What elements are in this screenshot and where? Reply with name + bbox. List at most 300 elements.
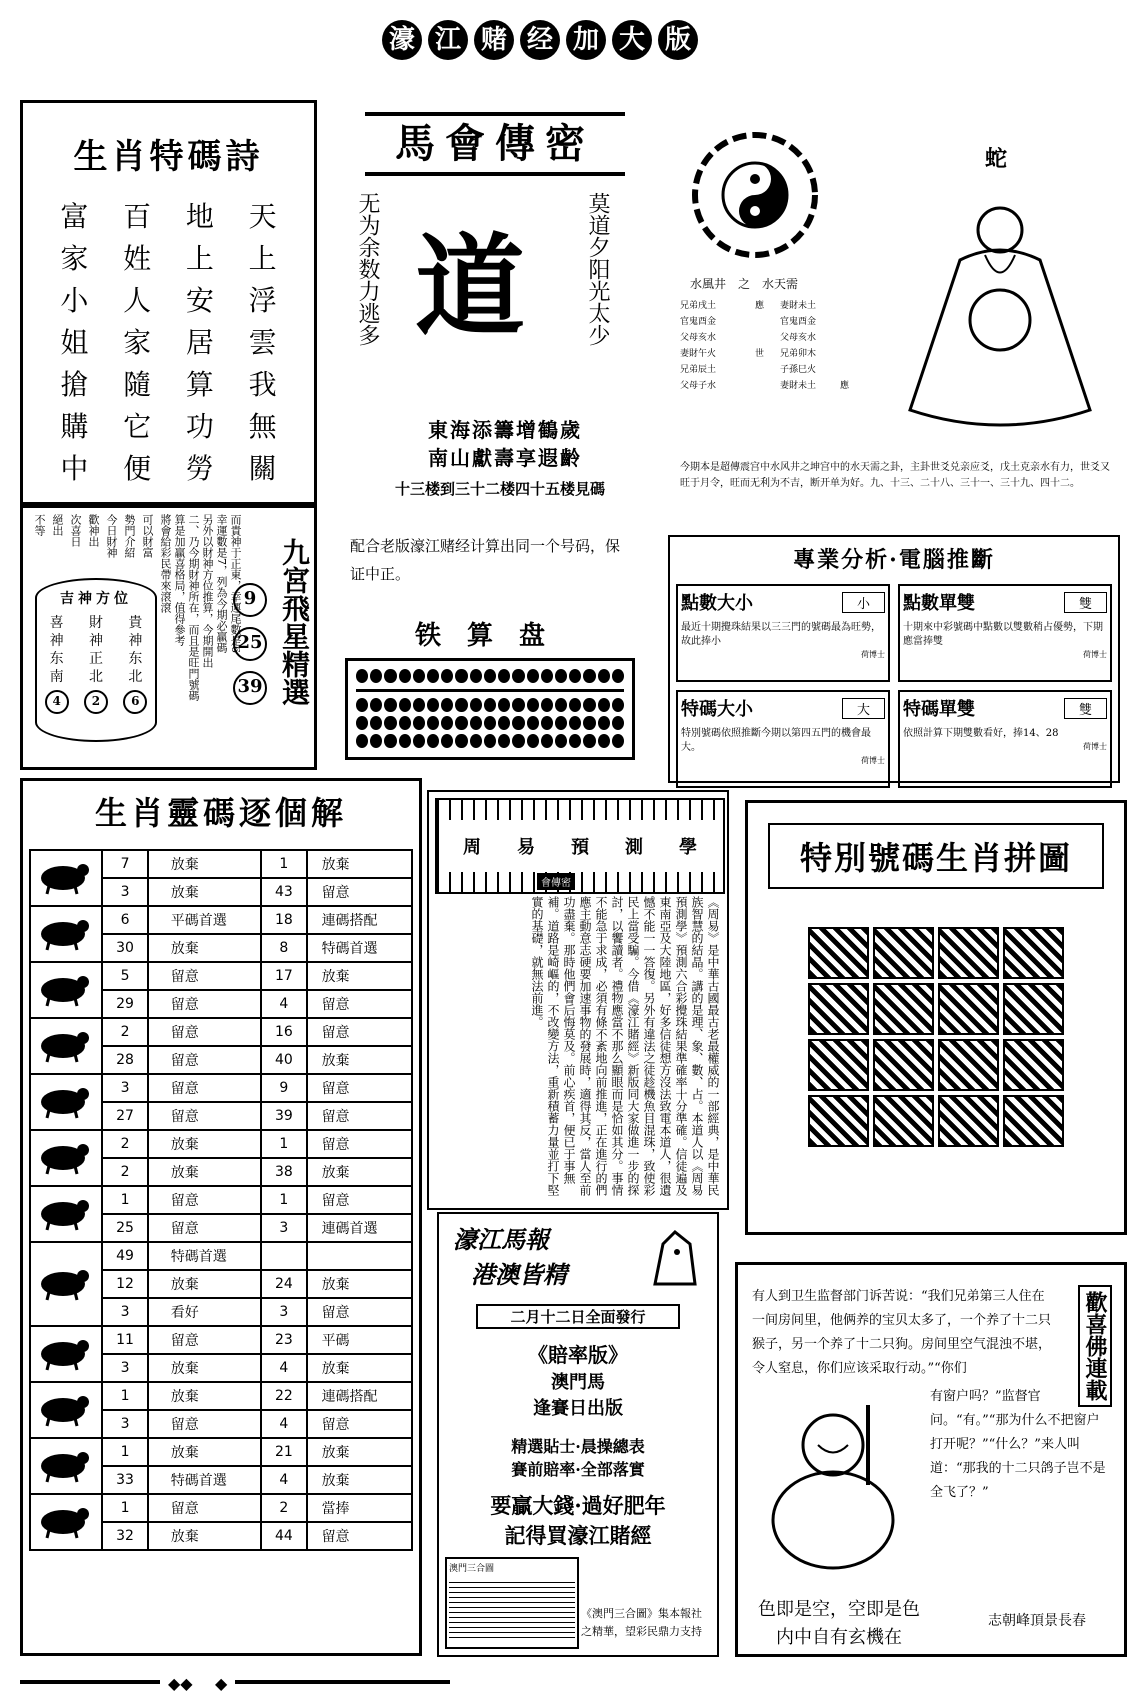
analysis-panel bbox=[668, 535, 1120, 783]
hexagram-mark: 世 bbox=[755, 349, 765, 359]
poem-char: 富 bbox=[60, 200, 89, 233]
ad-ed1: 《賠率版》 bbox=[528, 1343, 628, 1367]
hexagram-row: 妻財未土 bbox=[780, 301, 817, 311]
zodiac-number: 40 bbox=[261, 1046, 306, 1074]
ad-ed3: 逢賽日出版 bbox=[533, 1398, 623, 1419]
nine-mid-text: 二、乃今期財神所在，而且是旺門號碼 bbox=[187, 514, 200, 701]
zodiac-advice: 放棄 bbox=[148, 1522, 261, 1550]
zhouyi-title-char: 易 bbox=[517, 837, 535, 858]
zodiac-advice: 放棄 bbox=[148, 878, 261, 906]
zodiac-animal-icon bbox=[30, 1186, 102, 1242]
poem-title: 生肖特碼詩 bbox=[73, 137, 264, 177]
zodiac-animal-icon bbox=[30, 1130, 102, 1186]
zodiac-advice: 留意 bbox=[307, 1298, 412, 1326]
poem-char: 居 bbox=[185, 326, 214, 359]
header-char: 大 bbox=[612, 20, 652, 60]
zhouyi-text: 《周易》是中華古國最古老最權威的一部經典，是中華民族智慧的結晶。講的是理、象、數、占。本道人以《周易預測學》預測六合彩攪珠結果準確率十分準確。信徒遍及東南亞及大陸地區，好多信徒想方沒法致電本道人，很遺憾不能一一答復。另外有違法之徒趁機魚目混珠，致使彩民上當受騙。今借《濠江賭經》新版同大家做進一步的探討，以饗讀者。禮物應當不那么顯眼而是恰如其分。事情不能急于求成，必須有條不紊地向前推進，正在進行的們應主動意志硬要加速事物的發展時，適得其反，當人至前功盡棄。那時他們會后悔莫及。前心疾首，便已于事無補。道路是崎嶇的，不改變方法，重新積蓄力量並打下堅實的基礎，就無法前進。 bbox=[530, 896, 720, 1196]
zodiac-advice: 平碼首選 bbox=[148, 906, 261, 934]
poem-char: 關 bbox=[248, 452, 277, 485]
zodiac-number: 2 bbox=[261, 1494, 306, 1522]
zodiac-number: 17 bbox=[261, 962, 306, 990]
ad-title1: 濠江馬報 bbox=[453, 1225, 549, 1254]
zodiac-number: 23 bbox=[261, 1326, 306, 1354]
analysis-label: 特碼大小 bbox=[681, 699, 753, 720]
lucky-num: 2 bbox=[84, 690, 108, 714]
analysis-card bbox=[898, 584, 1112, 682]
zodiac-advice: 留意 bbox=[148, 990, 261, 1018]
header-char: 版 bbox=[658, 20, 698, 60]
zodiac-number: 3 bbox=[102, 878, 147, 906]
ad-big1: 要贏大錢·過好肥年 bbox=[490, 1493, 666, 1518]
zodiac-animal-icon bbox=[30, 1382, 102, 1438]
ad-thumb bbox=[445, 1557, 579, 1649]
story-text2: 有窗户吗？”监督官问。“有。”“那为什么不把窗户打开呢？”“什么？”来人叫道：“那我的十二只鸽子岂不是全飞了？” bbox=[930, 1389, 1106, 1500]
analysis-card bbox=[676, 690, 890, 788]
ad-l2: 賽前賠率·全部落實 bbox=[511, 1460, 645, 1479]
ad-foot: 《澳門三合圖》集本報社之精華，望彩民鼎力支持 bbox=[581, 1607, 702, 1638]
zodiac-advice: 留意 bbox=[307, 878, 412, 906]
zodiac-number: 3 bbox=[102, 1354, 147, 1382]
zodiac-advice: 留意 bbox=[148, 1494, 261, 1522]
poem-char: 百 bbox=[123, 200, 152, 233]
zodiac-panel bbox=[20, 778, 422, 1656]
analysis-sign: 荷博士 bbox=[1083, 742, 1107, 751]
zodiac-advice: 放棄 bbox=[148, 1382, 261, 1410]
zodiac-advice: 特碼首選 bbox=[307, 934, 412, 962]
zodiac-row bbox=[30, 906, 412, 934]
lucky-char: 正 bbox=[88, 651, 103, 667]
poem-char: 算 bbox=[185, 368, 214, 401]
story-sign: 志朝峰頂景長春 bbox=[988, 1613, 1086, 1629]
zodiac-number: 3 bbox=[261, 1214, 306, 1242]
zodiac-row bbox=[30, 1074, 412, 1102]
zhouyi-header bbox=[435, 798, 725, 894]
lucky-direction-box bbox=[35, 578, 157, 742]
analysis-sign: 荷博士 bbox=[861, 756, 885, 765]
zodiac-number: 29 bbox=[102, 990, 147, 1018]
zodiac-advice: 留意 bbox=[307, 1410, 412, 1438]
footer-rule: ◆◆ ◆ bbox=[20, 1678, 450, 1686]
poem-grid bbox=[43, 200, 294, 486]
zodiac-advice: 留意 bbox=[307, 1018, 412, 1046]
nine-num: 25 bbox=[233, 627, 267, 661]
bagua-icon bbox=[690, 130, 820, 260]
lucky-box-nums bbox=[37, 690, 155, 714]
analysis-text: 特別號碼依照推斷今期以第四五門的機會最大。 bbox=[681, 728, 871, 753]
poem-char: 功 bbox=[185, 410, 214, 443]
zodiac-number: 9 bbox=[261, 1074, 306, 1102]
zodiac-animal-icon bbox=[30, 1074, 102, 1130]
page-header bbox=[360, 20, 720, 68]
zodiac-number: 32 bbox=[102, 1522, 147, 1550]
zhouyi-title-char: 測 bbox=[625, 837, 643, 858]
hexagram-row: 官鬼酉金 bbox=[780, 317, 817, 327]
zodiac-number: 28 bbox=[102, 1046, 147, 1074]
header-char: 加 bbox=[566, 20, 606, 60]
poem-char: 天 bbox=[248, 200, 277, 233]
hexagram-row: 官鬼酉金 bbox=[680, 317, 717, 327]
zodiac-advice: 放棄 bbox=[148, 934, 261, 962]
horse-left-col: 无为余数力逃多 bbox=[355, 192, 380, 346]
nine-left-text: 不等 bbox=[33, 514, 46, 536]
laughing-buddha-icon bbox=[748, 1395, 918, 1575]
zodiac-animal-icon bbox=[30, 850, 102, 906]
poem-char: 中 bbox=[60, 452, 89, 485]
hexagram-row: 妻財午火 bbox=[680, 349, 717, 359]
zodiac-number: 49 bbox=[102, 1242, 147, 1270]
analysis-value: 雙 bbox=[1064, 698, 1107, 719]
lucky-num: 4 bbox=[45, 690, 69, 714]
zodiac-number: 3 bbox=[261, 1298, 306, 1326]
zodiac-number: 6 bbox=[102, 906, 147, 934]
poem-char: 無 bbox=[248, 410, 277, 443]
zodiac-number: 16 bbox=[261, 1018, 306, 1046]
hexagram-mark: 應 bbox=[755, 301, 765, 311]
zodiac-number: 12 bbox=[102, 1270, 147, 1298]
zodiac-animal-icon bbox=[30, 1242, 102, 1326]
story-side-title: 歡喜佛連載 bbox=[1078, 1285, 1112, 1407]
zhouyi-title-char: 預 bbox=[571, 837, 589, 858]
header-char: 赌 bbox=[474, 20, 514, 60]
zodiac-animal-icon bbox=[30, 1326, 102, 1382]
zodiac-number: 1 bbox=[102, 1494, 147, 1522]
zodiac-number bbox=[261, 1242, 306, 1270]
zodiac-number: 4 bbox=[261, 990, 306, 1018]
zodiac-row bbox=[30, 1382, 412, 1410]
horse-line2: 南山獻壽享遐齡 bbox=[428, 446, 582, 470]
nine-left-text: 勢門介紹 bbox=[123, 514, 136, 558]
nine-mid-text: 另外以財神方位推算，今期開出 bbox=[201, 514, 214, 668]
zodiac-number: 2 bbox=[102, 1018, 147, 1046]
zodiac-number: 4 bbox=[261, 1354, 306, 1382]
zodiac-advice: 留意 bbox=[307, 990, 412, 1018]
zodiac-advice: 連碼首選 bbox=[307, 1214, 412, 1242]
analysis-value: 雙 bbox=[1064, 592, 1107, 613]
snake-label: 蛇 bbox=[985, 146, 1008, 172]
poem-char: 上 bbox=[248, 242, 277, 275]
zodiac-table bbox=[29, 849, 413, 1551]
lucky-box-cols bbox=[37, 614, 155, 686]
zodiac-advice: 放棄 bbox=[307, 1270, 412, 1298]
zodiac-row bbox=[30, 1018, 412, 1046]
lucky-char: 財 bbox=[88, 615, 103, 631]
poem-char: 浮 bbox=[248, 284, 277, 317]
analysis-text: 最近十期攪珠結果以三三門的號碼最為旺勢，故此捧小 bbox=[681, 622, 881, 647]
zodiac-advice: 留意 bbox=[307, 1522, 412, 1550]
lucky-col bbox=[128, 614, 142, 686]
poem-char: 安 bbox=[185, 284, 214, 317]
abacus-beads-top bbox=[356, 669, 624, 683]
zodiac-row bbox=[30, 850, 412, 878]
zodiac-number: 1 bbox=[102, 1382, 147, 1410]
zodiac-advice: 留意 bbox=[307, 1130, 412, 1158]
nine-left-text: 今日財神 bbox=[105, 514, 118, 558]
horse-secret-panel bbox=[345, 112, 655, 522]
zodiac-advice: 留意 bbox=[148, 1326, 261, 1354]
poem-char: 姓 bbox=[123, 242, 152, 275]
hexagram-mark: 應 bbox=[840, 381, 850, 391]
poem-char: 上 bbox=[185, 242, 214, 275]
abacus-beads-bottom bbox=[356, 698, 624, 748]
zodiac-number: 33 bbox=[102, 1466, 147, 1494]
zodiac-number: 44 bbox=[261, 1522, 306, 1550]
analysis-card bbox=[898, 690, 1112, 788]
bagua-panel bbox=[680, 120, 1130, 530]
zodiac-advice: 留意 bbox=[307, 1102, 412, 1130]
horse-line3: 十三楼到三十二楼四十五楼見碼 bbox=[394, 480, 605, 498]
lucky-num: 6 bbox=[123, 690, 147, 714]
lucky-box-title: 吉神方位 bbox=[60, 591, 132, 607]
poem-char: 購 bbox=[60, 410, 89, 443]
zodiac-number: 1 bbox=[261, 1130, 306, 1158]
zodiac-number: 11 bbox=[102, 1326, 147, 1354]
ad-ed2: 澳門馬 bbox=[551, 1372, 605, 1393]
analysis-sign: 荷博士 bbox=[861, 650, 885, 659]
zodiac-title: 生肖靈碼逐個解 bbox=[94, 794, 347, 832]
nine-num: 9 bbox=[233, 583, 267, 617]
zodiac-number: 43 bbox=[261, 878, 306, 906]
zodiac-advice: 留意 bbox=[307, 1186, 412, 1214]
zodiac-animal-icon bbox=[30, 1438, 102, 1494]
zodiac-number: 5 bbox=[102, 962, 147, 990]
zodiac-advice: 看好 bbox=[148, 1298, 261, 1326]
zodiac-row bbox=[30, 1242, 412, 1270]
hexagram-col1 bbox=[680, 298, 716, 394]
analysis-text: 依照計算下期雙數看好，捧14、28 bbox=[903, 728, 1059, 739]
zodiac-number: 25 bbox=[102, 1214, 147, 1242]
lucky-col bbox=[50, 614, 64, 686]
zodiac-advice: 放棄 bbox=[148, 1130, 261, 1158]
nine-mid-text: 將會給彩民帶來滾滾 bbox=[159, 514, 172, 613]
zodiac-advice: 放棄 bbox=[148, 1158, 261, 1186]
zodiac-animal-icon bbox=[30, 962, 102, 1018]
zodiac-number: 24 bbox=[261, 1270, 306, 1298]
zodiac-advice: 放棄 bbox=[307, 850, 412, 878]
zodiac-advice: 留意 bbox=[148, 962, 261, 990]
zodiac-row bbox=[30, 1494, 412, 1522]
ad-title2: 港澳皆精 bbox=[471, 1260, 567, 1289]
zodiac-advice: 放棄 bbox=[307, 1354, 412, 1382]
hexagram-row: 父母亥水 bbox=[780, 333, 817, 343]
zodiac-advice: 留意 bbox=[148, 1214, 261, 1242]
zodiac-row bbox=[30, 1186, 412, 1214]
poem-char: 地 bbox=[185, 200, 214, 233]
zodiac-advice: 特碼首選 bbox=[148, 1466, 261, 1494]
hexagram-row: 妻財未土 bbox=[780, 381, 817, 391]
zhouyi-panel bbox=[427, 790, 729, 1210]
zodiac-animal-icon bbox=[30, 906, 102, 962]
poem-char: 姐 bbox=[60, 326, 89, 359]
nine-left-text: 次喜日 bbox=[69, 514, 82, 547]
zodiac-advice: 留意 bbox=[148, 1018, 261, 1046]
abacus-title: 铁 算 盘 bbox=[414, 621, 545, 651]
lucky-char: 东 bbox=[49, 651, 64, 667]
horse-note: 配合老版濠江赌经计算出同一个号码，保证中正。 bbox=[350, 537, 621, 583]
zodiac-advice: 當捧 bbox=[307, 1494, 412, 1522]
hexagram-row: 兄弟辰土 bbox=[680, 365, 717, 375]
nine-left-text: 歡神出 bbox=[87, 514, 100, 547]
zodiac-advice: 連碼搭配 bbox=[307, 906, 412, 934]
nine-num: 39 bbox=[233, 671, 267, 705]
zodiac-advice: 放棄 bbox=[307, 1046, 412, 1074]
zodiac-number: 27 bbox=[102, 1102, 147, 1130]
zodiac-advice: 放棄 bbox=[148, 1270, 261, 1298]
hexagram-row: 兄弟戌土 bbox=[680, 301, 717, 311]
horse-banner: 馬會傳密 bbox=[365, 112, 625, 176]
poem-char: 家 bbox=[60, 242, 89, 275]
zodiac-number: 39 bbox=[261, 1102, 306, 1130]
horse-big-char: 道 bbox=[415, 222, 525, 351]
zodiac-number: 21 bbox=[261, 1438, 306, 1466]
hexagram-col2 bbox=[780, 298, 816, 394]
zodiac-advice: 留意 bbox=[148, 1410, 261, 1438]
analysis-sign: 荷博士 bbox=[1083, 650, 1107, 659]
ad-panel bbox=[437, 1212, 719, 1657]
analysis-label: 點數大小 bbox=[681, 593, 753, 614]
story-verse2: 内中自有玄機在 bbox=[776, 1627, 902, 1648]
nine-left-text: 絕出 bbox=[51, 514, 64, 536]
story-verse1: 色即是空，空即是色 bbox=[758, 1599, 920, 1620]
horse-right-col: 莫道夕阳光太少 bbox=[585, 192, 610, 346]
zodiac-advice: 放棄 bbox=[307, 962, 412, 990]
hexagram-title: 水風井 之 水天需 bbox=[690, 277, 799, 291]
nine-mid-text: 而貴神于正東，幸運尾數是6 bbox=[229, 514, 242, 653]
zodiac-advice: 連碼搭配 bbox=[307, 1382, 412, 1410]
zodiac-number: 4 bbox=[261, 1466, 306, 1494]
zodiac-animal-icon bbox=[30, 1494, 102, 1550]
horse-line1: 東海添籌增鶴歲 bbox=[428, 418, 582, 442]
header-char: 经 bbox=[520, 20, 560, 60]
zodiac-number: 3 bbox=[102, 1074, 147, 1102]
ad-date: 二月十二日全面發行 bbox=[476, 1304, 680, 1329]
ad-edition bbox=[445, 1339, 711, 1420]
hexagram-row: 父母子水 bbox=[680, 381, 717, 391]
nine-mid-text: 幸運數是7，列為今期必贏碼 bbox=[215, 514, 228, 653]
sage-figure-icon bbox=[890, 180, 1120, 440]
nine-numbers bbox=[233, 583, 267, 705]
zodiac-row bbox=[30, 962, 412, 990]
zodiac-advice: 平碼 bbox=[307, 1326, 412, 1354]
analysis-value: 小 bbox=[842, 592, 885, 613]
zodiac-advice: 放棄 bbox=[148, 850, 261, 878]
zodiac-advice: 留意 bbox=[307, 1074, 412, 1102]
zodiac-advice: 放棄 bbox=[148, 1354, 261, 1382]
zodiac-advice: 放棄 bbox=[307, 1438, 412, 1466]
zhouyi-title-char: 學 bbox=[679, 837, 697, 858]
zhouyi-tag: 會傳密 bbox=[537, 873, 575, 890]
lucky-char: 南 bbox=[49, 669, 64, 685]
poem-char: 家 bbox=[123, 326, 152, 359]
poem-char: 小 bbox=[60, 284, 89, 317]
analysis-title: 專業分析·電腦推斷 bbox=[793, 547, 995, 573]
ad-big2: 記得買濠江賭經 bbox=[504, 1523, 652, 1548]
lucky-col bbox=[89, 614, 103, 686]
lucky-char: 东 bbox=[128, 651, 143, 667]
hexagram-row: 子孫巳火 bbox=[780, 365, 817, 375]
poem-char: 人 bbox=[123, 284, 152, 317]
zodiac-advice: 留意 bbox=[148, 1046, 261, 1074]
analysis-value: 大 bbox=[842, 698, 885, 719]
zodiac-number: 3 bbox=[102, 1410, 147, 1438]
zodiac-row bbox=[30, 1438, 412, 1466]
ad-l1: 精選貼士·晨操總表 bbox=[511, 1437, 645, 1456]
zodiac-advice: 放棄 bbox=[307, 1158, 412, 1186]
poem-char: 雲 bbox=[248, 326, 277, 359]
story-panel bbox=[735, 1262, 1127, 1657]
zodiac-advice: 留意 bbox=[148, 1102, 261, 1130]
zodiac-number: 4 bbox=[261, 1410, 306, 1438]
abacus-icon bbox=[345, 658, 635, 760]
analysis-label: 點數單雙 bbox=[903, 593, 975, 614]
zodiac-number: 3 bbox=[102, 1298, 147, 1326]
zodiac-advice: 特碼首選 bbox=[148, 1242, 261, 1270]
zodiac-row bbox=[30, 1326, 412, 1354]
poem-char: 隨 bbox=[123, 368, 152, 401]
zodiac-row bbox=[30, 1130, 412, 1158]
zodiac-number: 18 bbox=[261, 906, 306, 934]
zodiac-number: 7 bbox=[102, 850, 147, 878]
analysis-label: 特碼單雙 bbox=[903, 699, 975, 720]
zodiac-advice: 留意 bbox=[148, 1186, 261, 1214]
poem-char: 勞 bbox=[185, 452, 214, 485]
lucky-char: 北 bbox=[128, 669, 143, 685]
puzzle-panel bbox=[745, 800, 1127, 1235]
zodiac-number: 1 bbox=[261, 1186, 306, 1214]
zodiac-number: 1 bbox=[102, 1186, 147, 1214]
zodiac-advice: 放棄 bbox=[148, 1438, 261, 1466]
poem-char: 搶 bbox=[60, 368, 89, 401]
lucky-char: 神 bbox=[88, 633, 103, 649]
nine-mid-cols bbox=[159, 514, 242, 764]
lucky-char: 神 bbox=[128, 633, 143, 649]
zodiac-number: 1 bbox=[102, 1438, 147, 1466]
puzzle-grid-image bbox=[808, 927, 1064, 1147]
puzzle-title: 特別號碼生肖拼圖 bbox=[768, 823, 1104, 889]
zodiac-animal-icon bbox=[30, 1018, 102, 1074]
nine-mid-text: 算是加贏喜格局，值得參考 bbox=[173, 514, 186, 646]
zodiac-number: 8 bbox=[261, 934, 306, 962]
hexagram-row: 兄弟卯木 bbox=[780, 349, 817, 359]
header-char: 濠 bbox=[382, 20, 422, 60]
horse-head-icon bbox=[635, 1224, 705, 1294]
zodiac-number: 1 bbox=[261, 850, 306, 878]
lucky-char: 神 bbox=[49, 633, 64, 649]
zodiac-advice: 留意 bbox=[148, 1074, 261, 1102]
zodiac-number: 38 bbox=[261, 1158, 306, 1186]
poem-char: 便 bbox=[123, 452, 152, 485]
zodiac-number: 2 bbox=[102, 1130, 147, 1158]
nine-palace-panel bbox=[20, 505, 317, 770]
bagua-desc: 今期本是超傳震宫中水风井之坤宫中的水天需之卦，主卦世爻兑亲应爻，戊土克亲水有力，世爻又旺于月令，旺而无利为不吉，断开单为好。九、十三、二十八、三十一、三十九、四十二。 bbox=[680, 462, 1110, 489]
lucky-char: 喜 bbox=[49, 615, 64, 631]
story-text1: 有人到卫生监督部门诉苦说：“我们兄弟第三人住在一间房间里，他俩养的宝贝太多了，一个养了十二只猴子，另一个养了十二只狗。房间里空气混浊不堪，令人窒息，你们应该采取行动。”“你们 bbox=[752, 1289, 1052, 1376]
lucky-char: 北 bbox=[88, 669, 103, 685]
analysis-card bbox=[676, 584, 890, 682]
poem-char: 我 bbox=[248, 368, 277, 401]
poem-char: 它 bbox=[123, 410, 152, 443]
lucky-char: 貴 bbox=[128, 615, 143, 631]
zodiac-number: 30 bbox=[102, 934, 147, 962]
nine-title: 九宮飛星精選 bbox=[278, 538, 311, 706]
hexagram-row: 父母亥水 bbox=[680, 333, 717, 343]
zhouyi-title-char: 周 bbox=[463, 837, 481, 858]
zodiac-advice bbox=[307, 1242, 412, 1270]
zodiac-number: 22 bbox=[261, 1382, 306, 1410]
analysis-text: 十期來中彩號碼中點數以雙數稍占優勢，下期應當捧雙 bbox=[903, 622, 1103, 647]
zodiac-advice: 放棄 bbox=[307, 1466, 412, 1494]
poem-panel bbox=[20, 100, 317, 505]
zodiac-number: 2 bbox=[102, 1158, 147, 1186]
